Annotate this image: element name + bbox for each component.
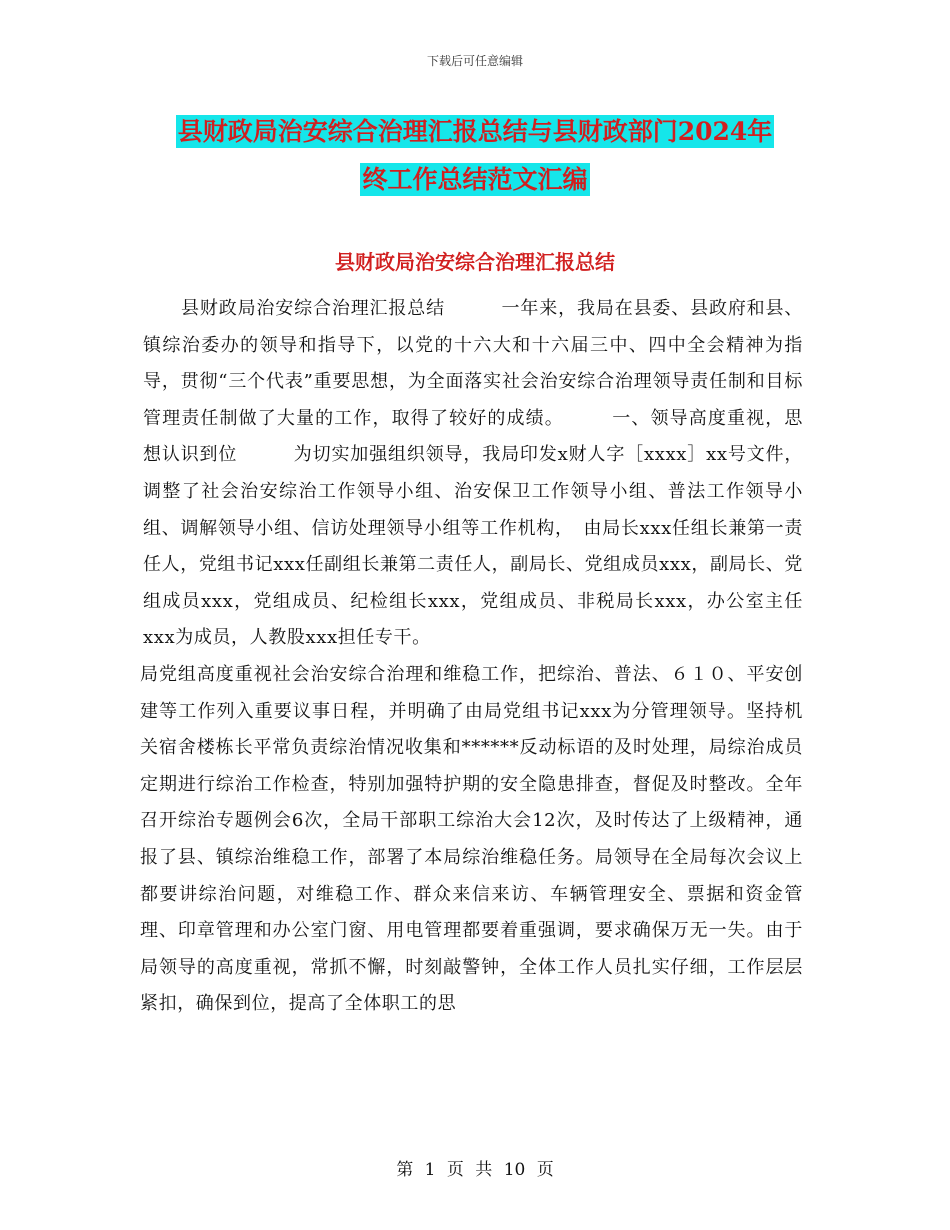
body-paragraph-1: 县财政局治安综合治理汇报总结 一年来，我局在县委、县政府和县、镇综治委办的领导和指导下，以党的十六大和十六届三中、四中全会精神为指导，贯彻“三个代表”重要思想，为全面落实社会治安综合治理领导责任制和目标管理责任制做了大量的工作，取得了较好的成绩。 一、领导高度重视，思想认识到位 为切实加强组织领导，我局印发x财人字［xxxx］xx号文件，调整了社会治安综治工作领导小组、治安保卫工作领导小组、普法工作领导小组、调解领导小组、信访处理领导小组等工作机构， 由局长xxx任组长兼第一责任人，党组书记xxx任副组长兼第二责任人，副局长、党组成员xxx，副局长、党组成员xxx，党组成员、纪检组长xxx，党组成员、非税局长xxx，办公室主任xxx为成员，人教股xxx担任专干。	[143, 298, 803, 649]
page-footer: 第 1 页 共 10 页	[396, 1160, 554, 1180]
document-title-line1: 县财政局治安综合治理汇报总结与县财政部门2024年	[177, 117, 773, 146]
document-title	[140, 108, 810, 204]
section-title: 县财政局治安综合治理汇报总结	[335, 250, 615, 274]
body-paragraph-2: 局党组高度重视社会治安综合治理和维稳工作，把综治、普法、６１０、平安创建等工作列入重要议事日程，并明确了由局党组书记xxx为分管理领导。坚持机关宿舍楼栋长平常负责综治情况收集和******反动标语的及时处理，局综治成员定期进行综治工作检查，特别加强特护期的安全隐患排查，督促及时整改。全年召开综治专题例会6次，全局干部职工综治大会12次，及时传达了上级精神，通报了县、镇综治维稳工作，部署了本局综治维稳任务。局领导在全局每次会议上都要讲综治问题，对维稳工作、群众来信来访、车辆管理安全、票据和资金管理、印章管理和办公室门窗、用电管理都要着重强调，要求确保万无一失。由于局领导的高度重视，常抓不懈，时刻敲警钟，全体工作人员扎实仔细，工作层层紧扣，确保到位，提高了全体职工的思	[140, 663, 803, 1015]
document-title-line2: 终工作总结范文汇编	[362, 165, 588, 194]
document-body	[140, 291, 803, 1023]
page-header-note: 下载后可任意编辑	[426, 54, 523, 68]
